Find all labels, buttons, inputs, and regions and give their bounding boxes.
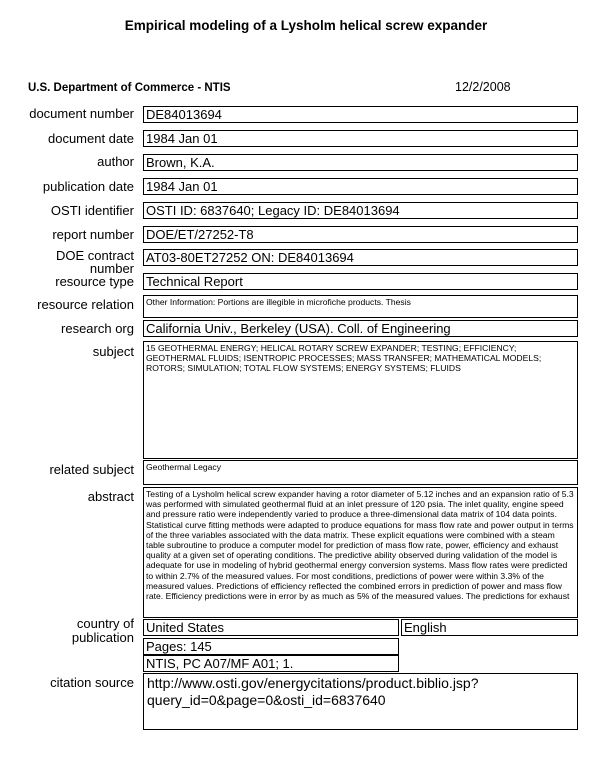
related-subject-field: Geothermal Legacy xyxy=(143,460,578,485)
report-date: 12/2/2008 xyxy=(455,80,511,94)
resource-type-label: resource type xyxy=(55,274,134,289)
subject-label: subject xyxy=(92,344,134,359)
abstract-label: abstract xyxy=(87,489,134,504)
document-number-field: DE84013694 xyxy=(143,106,578,123)
citation-url-line1: http://www.osti.gov/energycitations/product.biblio.jsp? xyxy=(147,675,479,691)
language-field: English xyxy=(401,619,578,636)
subject-field: 15 GEOTHERMAL ENERGY; HELICAL ROTARY SCREW EXPANDER; TESTING; EFFICIENCY; GEOTHERMAL FLUIDS; ISENTROPIC PROCESSES; MASS TRANSFER; MATHEMATICAL MODELS; ROTORS; SIMULATION; TOTAL FLOW SYSTEMS; ENERGY SYSTEMS; FLUIDS xyxy=(143,341,578,459)
country-label-line1: country of xyxy=(76,616,134,631)
resource-type-field: Technical Report xyxy=(143,273,578,290)
doe-contract-field: AT03-80ET27252 ON: DE84013694 xyxy=(143,249,578,266)
resource-relation-field: Other Information: Portions are illegible in microfiche products. Thesis xyxy=(143,295,578,318)
publication-date-label: publication date xyxy=(42,179,134,194)
citation-source-field xyxy=(143,673,578,730)
osti-identifier-field: OSTI ID: 6837640; Legacy ID: DE84013694 xyxy=(143,202,578,219)
citation-url-line2: query_id=0&page=0&osti_id=6837640 xyxy=(147,692,386,708)
report-number-label: report number xyxy=(52,227,134,242)
citation-source-label: citation source xyxy=(50,675,134,690)
author-label: author xyxy=(97,154,134,169)
report-number-field: DOE/ET/27252-T8 xyxy=(143,226,578,243)
availability-field: NTIS, PC A07/MF A01; 1. xyxy=(143,655,399,672)
research-org-field: California Univ., Berkeley (USA). Coll. of Engineering xyxy=(143,320,578,337)
related-subject-label: related subject xyxy=(49,462,134,477)
publication-date-field: 1984 Jan 01 xyxy=(143,178,578,195)
author-field: Brown, K.A. xyxy=(143,154,578,171)
research-org-label: research org xyxy=(61,321,134,336)
abstract-field: Testing of a Lysholm helical screw expander having a rotor diameter of 5.12 inches and an expansion ratio of 5.3 was performed with simulated geothermal fluid at an inlet pressure of 120 psia. The inlet quality, engine speed and pressure ratio were independently varied to produce a three-dimensional data matrix of 104 data points. Statistical curve fitting methods were adapted to produce equations for mass flow rate and power output in terms of the three variables associated with the data matrix. These explicit equations were combined with a steam table subroutine to produce a computer model for prediction of mass flow rate, power, efficiency and exhaust quality at a given set of operating conditions. The predictive ability observed during validation of the model is adequate for use in modeling of hybrid geothermal energy conversion systems. Mass flow rates were predicted to within 2.7% of the measured values. For most conditions, predictions of power were within 3.3% of the measured values. Predictions of efficiency reflected the combined errors in prediction of power and mass flow rate. Efficiency predictions were in error by as much as 5% of the measured values. The predictions for exhaust xyxy=(143,487,578,618)
document-number-label: document number xyxy=(29,106,134,121)
document-date-label: document date xyxy=(47,131,134,146)
page-title: Empirical modeling of a Lysholm helical screw expander xyxy=(124,18,488,33)
agency-name: U.S. Department of Commerce - NTIS xyxy=(28,82,231,94)
country-field: United States xyxy=(143,619,399,636)
country-label-line2: publication xyxy=(71,630,134,645)
pages-field: Pages: 145 xyxy=(143,638,399,655)
resource-relation-label: resource relation xyxy=(37,297,134,312)
doe-contract-label-line2: number xyxy=(89,261,134,276)
doe-contract-label-line1: DOE contract xyxy=(55,248,134,263)
document-date-field: 1984 Jan 01 xyxy=(143,130,578,147)
osti-identifier-label: OSTI identifier xyxy=(50,203,134,218)
